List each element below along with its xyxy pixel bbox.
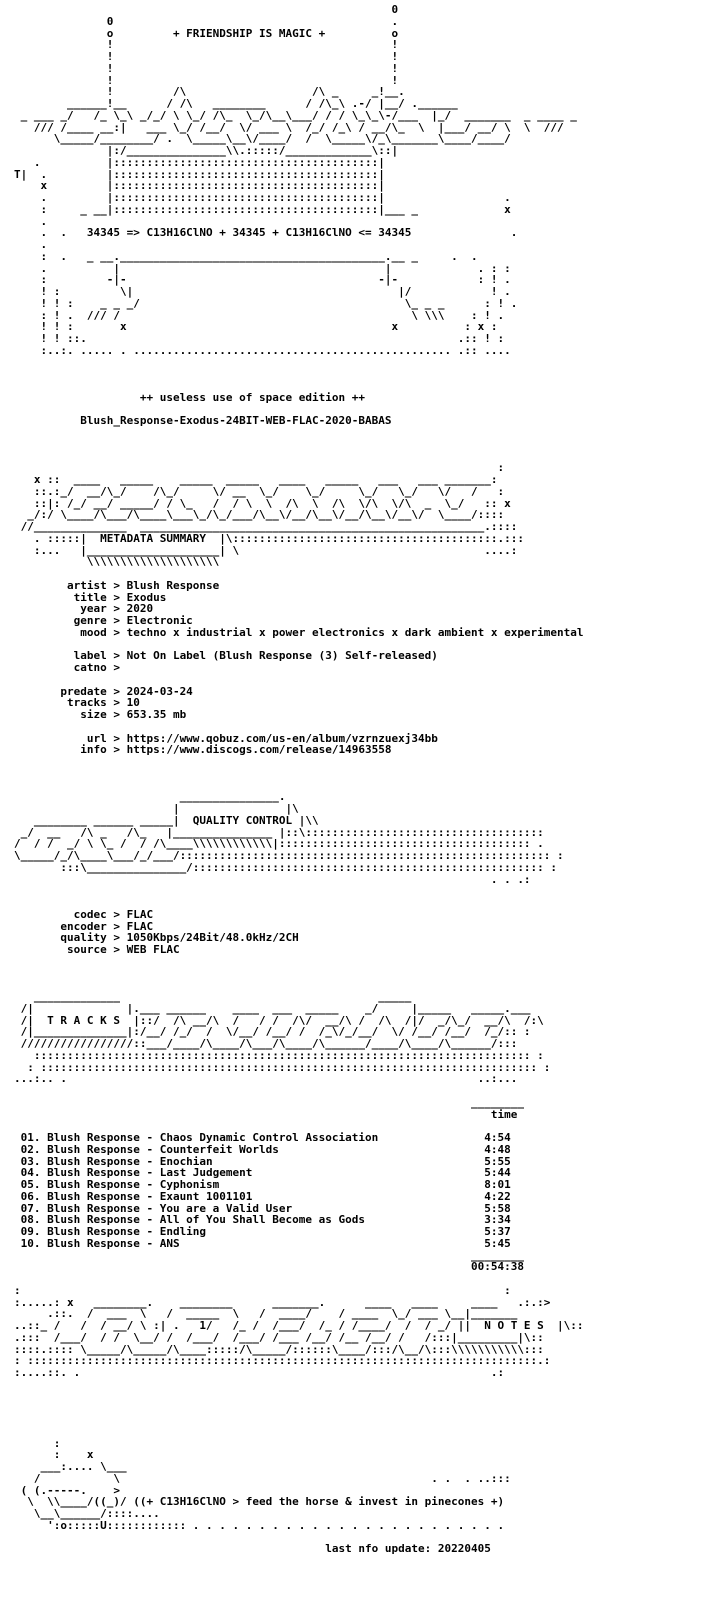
nfo-line: \_____/________/ . \_____\__\/____/ / \_____\/_\_______\____/____/ xyxy=(14,132,511,146)
nfo-line: 09. Blush Response - Endling 5:37 xyxy=(14,1225,511,1238)
nfo-line: _______________. xyxy=(14,790,286,804)
nfo-line: : xyxy=(14,1436,61,1450)
nfo-line: 04. Blush Response - Last Judgement 5:44 xyxy=(14,1166,511,1180)
nfo-line xyxy=(14,1426,584,1438)
nfo-line: info > https://www.discogs.com/release/14963558 xyxy=(14,743,392,757)
nfo-line: 06. Blush Response - Exaunt 1001101 4:22 xyxy=(14,1189,511,1203)
nfo-line: .::. / ___ \ / _____ \ / ____/ / ____ \_/ ___ \__|_______ xyxy=(14,1307,531,1321)
nfo-line: T| . |::::::::::::::::::::::::::::::::::::::::| xyxy=(14,167,385,181)
nfo-line: \\\\\\\\\\\\\\\\\\\\ xyxy=(14,555,220,569)
nfo-line xyxy=(14,768,584,780)
nfo-line: \ \\____/((_)/ ((+ C13H16ClNO > feed the horse & invest in pinecones +) xyxy=(14,1495,505,1509)
nfo-line: tracks > 10 xyxy=(14,696,140,710)
nfo-line: /|______________|:/__/ /_/ / \/__/ /__/ / /_\/_/__/ \/ /__/ /__/ /_/:: : xyxy=(14,1025,531,1039)
nfo-line: 0 . xyxy=(14,14,399,28)
nfo-line: ( (.-----. > xyxy=(14,1483,120,1497)
nfo-line: _____________ _____ xyxy=(14,990,432,1003)
nfo-line xyxy=(14,439,584,451)
nfo-line xyxy=(14,721,584,733)
nfo-line: :..:. ..... . ................................................ .:: .... xyxy=(14,343,511,357)
nfo-line: 00:54:38 xyxy=(14,1260,524,1274)
nfo-line: predate > 2024-03-24 xyxy=(14,684,193,698)
nfo-line: source > WEB FLAC xyxy=(14,943,180,956)
nfo-line: url > https://www.qobuz.com/us-en/album/vzrnzuexj34bb xyxy=(14,731,438,745)
nfo-line xyxy=(14,380,584,392)
nfo-line: ::::::::::::::::::::::::::::::::::::::::::::::::::::::::::::::::::::::::::: : xyxy=(14,1048,544,1062)
nfo-line: . | | . : : xyxy=(14,261,511,275)
nfo-line: ::.:_/ __/\_/ /\_/ \/ __ \_/ \_/ \_/ \_/ \/ / : xyxy=(14,484,505,498)
nfo-line: ! ! xyxy=(14,61,399,75)
nfo-line: \__\______/::::.... xyxy=(14,1507,160,1520)
nfo-line: ::::.:::: \_____/\_____/\____:::::/\_____/::::::\____/:::/\__/\:::\\\\\\\\\\\::: xyxy=(14,1342,544,1356)
nfo-line: //______________ ____________________________________________________.:::: xyxy=(14,520,518,533)
nfo-line xyxy=(14,885,584,897)
nfo-line: ! ! xyxy=(14,50,399,63)
nfo-line: .::: /___/ / / \__/ / /___/ /___/ /___ /__/ /__ /__/ / /:::|_________|\:: xyxy=(14,1330,544,1344)
nfo-line xyxy=(14,1391,584,1403)
nfo-line: ..::_ / / / __/ \ :| . 1/ /_ / /___/ /_ / /____/ / / _/ || N O T E S |\:: xyxy=(14,1319,584,1332)
nfo-line: _ ___ _/ /_ \_\ _/_/ \ \_/ /\_ \_/\__\___/ / / \_\_\-/___ |_/ _______ _ ____ _ xyxy=(14,108,577,122)
nfo-line xyxy=(14,674,584,686)
nfo-line xyxy=(14,357,584,369)
nfo-line xyxy=(14,568,584,580)
nfo-line: 0 xyxy=(14,3,399,16)
nfo-line: mood > techno x industrial x power electronics x dark ambient x experimental xyxy=(14,625,584,639)
nfo-line: 02. Blush Response - Counterfeit Worlds 4:48 xyxy=(14,1142,511,1156)
nfo-line: /| |.___ ______ ____ ___ _____ _/ |_____ _____.___ xyxy=(14,1001,531,1015)
nfo-line: : . _ __.________________________________________.__ _ . . xyxy=(14,249,478,263)
nfo-line xyxy=(14,968,584,980)
nfo-line: x :: ____ _____ _____ _____ ____ _____ ___ ___ _______: xyxy=(14,473,498,486)
nfo-line: ':o:::::U:::::::::::: . . . . . . . . . . . . . . . . . . . . . . . . xyxy=(14,1518,505,1532)
nfo-line: ! /\ /\ _ _!__. xyxy=(14,85,405,99)
nfo-line: /////////////////::___/____/\____/\___/\____/\______/____/\____/\______/::: xyxy=(14,1037,518,1050)
nfo-line: Blush_Response-Exodus-24BIT-WEB-FLAC-2020-BABAS xyxy=(14,414,392,428)
nfo-line: 08. Blush Response - All of You Shall Become as Gods 3:34 xyxy=(14,1213,511,1227)
nfo-line xyxy=(14,756,584,768)
nfo-line xyxy=(14,427,584,439)
nfo-line: ______!__ / /\ ________ / /\_\ .-/ |__/ .______ xyxy=(14,97,458,110)
nfo-line xyxy=(14,1414,584,1426)
nfo-line: label > Not On Label (Blush Response (3) Self-released) xyxy=(14,649,438,663)
nfo-line: . |::::::::::::::::::::::::::::::::::::::::| . xyxy=(14,191,511,204)
nfo-line: ...:.. . ..:... xyxy=(14,1072,518,1086)
nfo-line: : ::::::::::::::::::::::::::::::::::::::::::::::::::::::::::::::::::::::::::: : xyxy=(14,1060,551,1074)
nfo-line: | |\ xyxy=(14,802,299,815)
nfo-line: : _ __|::::::::::::::::::::::::::::::::::::::::|___ _ x xyxy=(14,202,511,216)
nfo-line: genre > Electronic xyxy=(14,614,193,627)
nfo-line: ! ! xyxy=(14,38,399,52)
nfo-line: : -|- -|- : ! . xyxy=(14,273,511,287)
nfo-line: . . .: xyxy=(14,872,531,886)
nfo-line: 05. Blush Response - Cyphonism 8:01 xyxy=(14,1178,511,1191)
nfo-line: artist > Blush Response xyxy=(14,578,220,592)
nfo-line: 03. Blush Response - Enochian 5:55 xyxy=(14,1154,511,1168)
nfo-line: size > 653.35 mb xyxy=(14,708,187,721)
nfo-text-art xyxy=(0,4,584,1555)
nfo-line: ________ xyxy=(14,1248,524,1262)
nfo-line: . :::::| METADATA SUMMARY |\::::::::::::::::::::::::::::::::::::::::.::: xyxy=(14,531,524,545)
nfo-line: codec > FLAC xyxy=(14,907,154,921)
nfo-line: . |::::::::::::::::::::::::::::::::::::::::| xyxy=(14,155,385,169)
nfo-line: :::\_______________/::::::::::::::::::::::::::::::::::::::::::::::::::::: : xyxy=(14,860,558,874)
nfo-line: : : xyxy=(14,1283,511,1297)
nfo-line: last nfo update: 20220405 xyxy=(14,1542,491,1556)
nfo-line: x |::::::::::::::::::::::::::::::::::::::::| xyxy=(14,179,385,193)
nfo-line: 01. Blush Response - Chaos Dynamic Control Association 4:54 xyxy=(14,1131,511,1144)
nfo-line xyxy=(14,1379,584,1391)
nfo-line: ! ! xyxy=(14,73,399,87)
nfo-line: ! : \| |/ ! . xyxy=(14,285,511,298)
nfo-line: _/:/ \____/\___/\____\___\_/\_/___/\__\/__/\__\/__/\__\/__\/ \____/:::: xyxy=(14,508,505,522)
nfo-line: |:/_______________\\.:::::/_____________\::| xyxy=(14,144,399,157)
nfo-line: . xyxy=(14,238,511,251)
nfo-line: :... |____________________| \ ....: xyxy=(14,543,518,557)
nfo-line: : :::::::::::::::::::::::::::::::::::::::::::::::::::::::::::::::::::::::::::::.: xyxy=(14,1354,551,1368)
nfo-line: / / / _/ \ \_ / / /\____\\\\\\\\\\\\|:::::::::::::::::::::::::::::::::::::: . xyxy=(14,837,544,851)
nfo-line xyxy=(14,956,584,968)
nfo-line: title > Exodus xyxy=(14,590,167,604)
nfo-line xyxy=(14,1085,584,1097)
nfo-line: ________ xyxy=(14,1095,524,1109)
nfo-line: catno > xyxy=(14,661,120,674)
nfo-line: ! ! : _ _ _/ \_ _ _ : ! . xyxy=(14,296,518,310)
nfo-line: ! ! ::. .:: ! : xyxy=(14,332,505,345)
nfo-line: 10. Blush Response - ANS 5:45 xyxy=(14,1236,511,1250)
nfo-line: /// /____ __:| ___ \_/ /__/ \/ ___ \ /_/ /_\ / __/\_ \ |___/ __/ \ \ /// xyxy=(14,120,564,134)
nfo-line: ++ useless use of space edition ++ xyxy=(14,390,365,404)
nfo-line: quality > 1050Kbps/24Bit/48.0kHz/2CH xyxy=(14,931,299,945)
nfo-line: : x xyxy=(14,1448,94,1462)
nfo-line: ! ! : x x : x : xyxy=(14,320,498,334)
nfo-line: time xyxy=(14,1107,518,1121)
nfo-line: ::|: /_/ __/ _____/ / \_ / / \ \ /\ \ /\ \/\ \/\ _ \_/ :: x xyxy=(14,496,511,510)
nfo-line: :....::. . .: xyxy=(14,1366,505,1379)
nfo-line xyxy=(14,897,584,909)
nfo-line xyxy=(14,1273,584,1285)
nfo-line: . xyxy=(14,214,511,228)
nfo-line: ________ ______ _____| QUALITY CONTROL |\\ xyxy=(14,813,319,827)
nfo-line: year > 2020 xyxy=(14,602,154,616)
nfo-line: ___:.... \___ xyxy=(14,1460,127,1473)
nfo-line: : xyxy=(14,461,505,475)
nfo-line: /| T R A C K S |::/ /\ __/\ / / / /\/ __/\ / /\ /|/ _/\_/ __/\ /:\ xyxy=(14,1013,544,1027)
nfo-line xyxy=(14,1402,584,1414)
nfo-line: :.....: x ________. ________ _______. ____ ____ ____ .:.:> xyxy=(14,1295,551,1309)
nfo-line: 07. Blush Response - You are a Valid User 5:58 xyxy=(14,1201,511,1215)
nfo-line: _/ __ /\ _ /\_ |_______________ |::\:::::::::::::::::::::::::::::::::::: xyxy=(14,825,544,839)
nfo-line: o + FRIENDSHIP IS MAGIC + o xyxy=(14,26,399,40)
nfo-line xyxy=(14,368,584,380)
nfo-line: / \ . . . ..::: xyxy=(14,1471,511,1485)
nfo-line: . . 34345 => C13H16ClNO + 34345 + C13H16ClNO <= 34345 . xyxy=(14,226,518,240)
nfo-line: \_____/_/\____\___/_/___/:::::::::::::::::::::::::::::::::::::::::::::::::::::::: : xyxy=(14,849,564,862)
nfo-line: encoder > FLAC xyxy=(14,919,154,933)
nfo-line: : ! . /// / \ \\\ : ! . xyxy=(14,308,505,322)
